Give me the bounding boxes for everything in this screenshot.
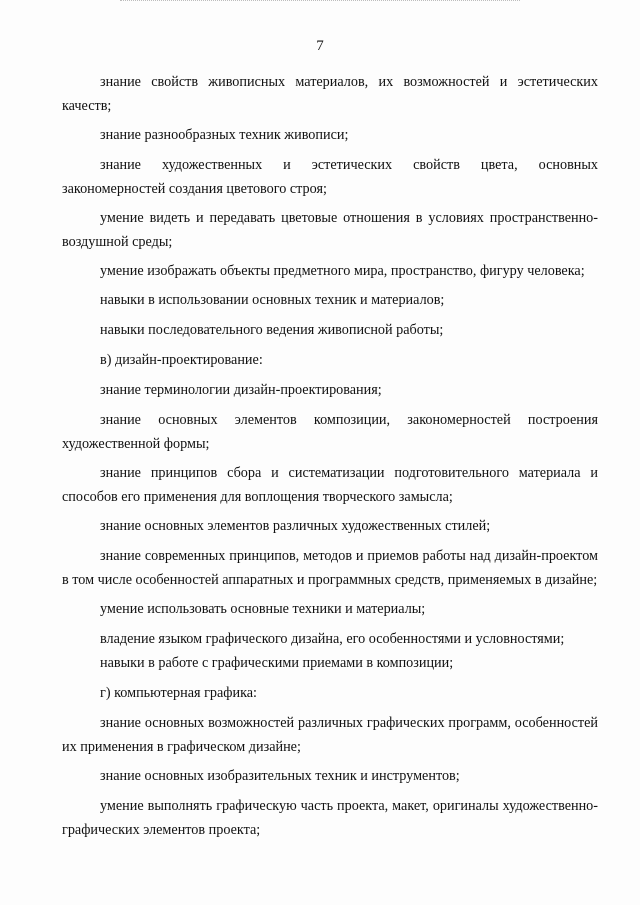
paragraph: знание свойств живописных материалов, их возможностей и эстетических качеств;	[62, 74, 598, 114]
paragraph: навыки последовательного ведения живописной работы;	[100, 322, 444, 338]
paragraph: знание художественных и эстетических свойств цвета, основных закономерностей создания цветового строя;	[62, 157, 598, 197]
paragraph: умение выполнять графическую часть проекта, макет, оригиналы художественно-графических элементов проекта;	[62, 798, 598, 838]
paragraph: знание основных элементов различных художественных стилей;	[100, 518, 491, 534]
section-heading: в) дизайн-проектирование:	[100, 352, 263, 368]
paragraph: знание основных изобразительных техник и инструментов;	[100, 768, 460, 784]
paragraph: знание принципов сбора и систематизации подготовительного материала и способов его применения для воплощения творческого замысла;	[62, 465, 598, 505]
paragraph: владение языком графического дизайна, его особенностями и условностями;	[100, 631, 565, 647]
paragraph: умение изображать объекты предметного мира, пространство, фигуру человека;	[100, 263, 585, 279]
paragraph: знание основных возможностей различных графических программ, особенностей их применения в графическом дизайне;	[62, 715, 598, 755]
paragraph: знание основных элементов композиции, закономерностей построения художественной формы;	[62, 412, 598, 452]
paragraph: умение видеть и передавать цветовые отношения в условиях пространственно-воздушной среды;	[62, 210, 598, 250]
page-number: 7	[316, 38, 324, 54]
paragraph: умение использовать основные техники и материалы;	[100, 601, 426, 617]
paragraph: навыки в использовании основных техник и материалов;	[100, 292, 445, 308]
paragraph: навыки в работе с графическими приемами в композиции;	[100, 655, 454, 671]
paragraph: знание терминологии дизайн-проектирования;	[100, 382, 382, 398]
paragraph: знание современных принципов, методов и приемов работы над дизайн-проектом в том числе особенностей аппаратных и программных средств, применяемых в дизайне;	[62, 548, 598, 588]
document-body	[62, 70, 598, 847]
section-heading: г) компьютерная графика:	[100, 685, 258, 701]
paragraph: знание разнообразных техник живописи;	[100, 127, 349, 143]
scan-edge-artifact	[120, 0, 520, 4]
